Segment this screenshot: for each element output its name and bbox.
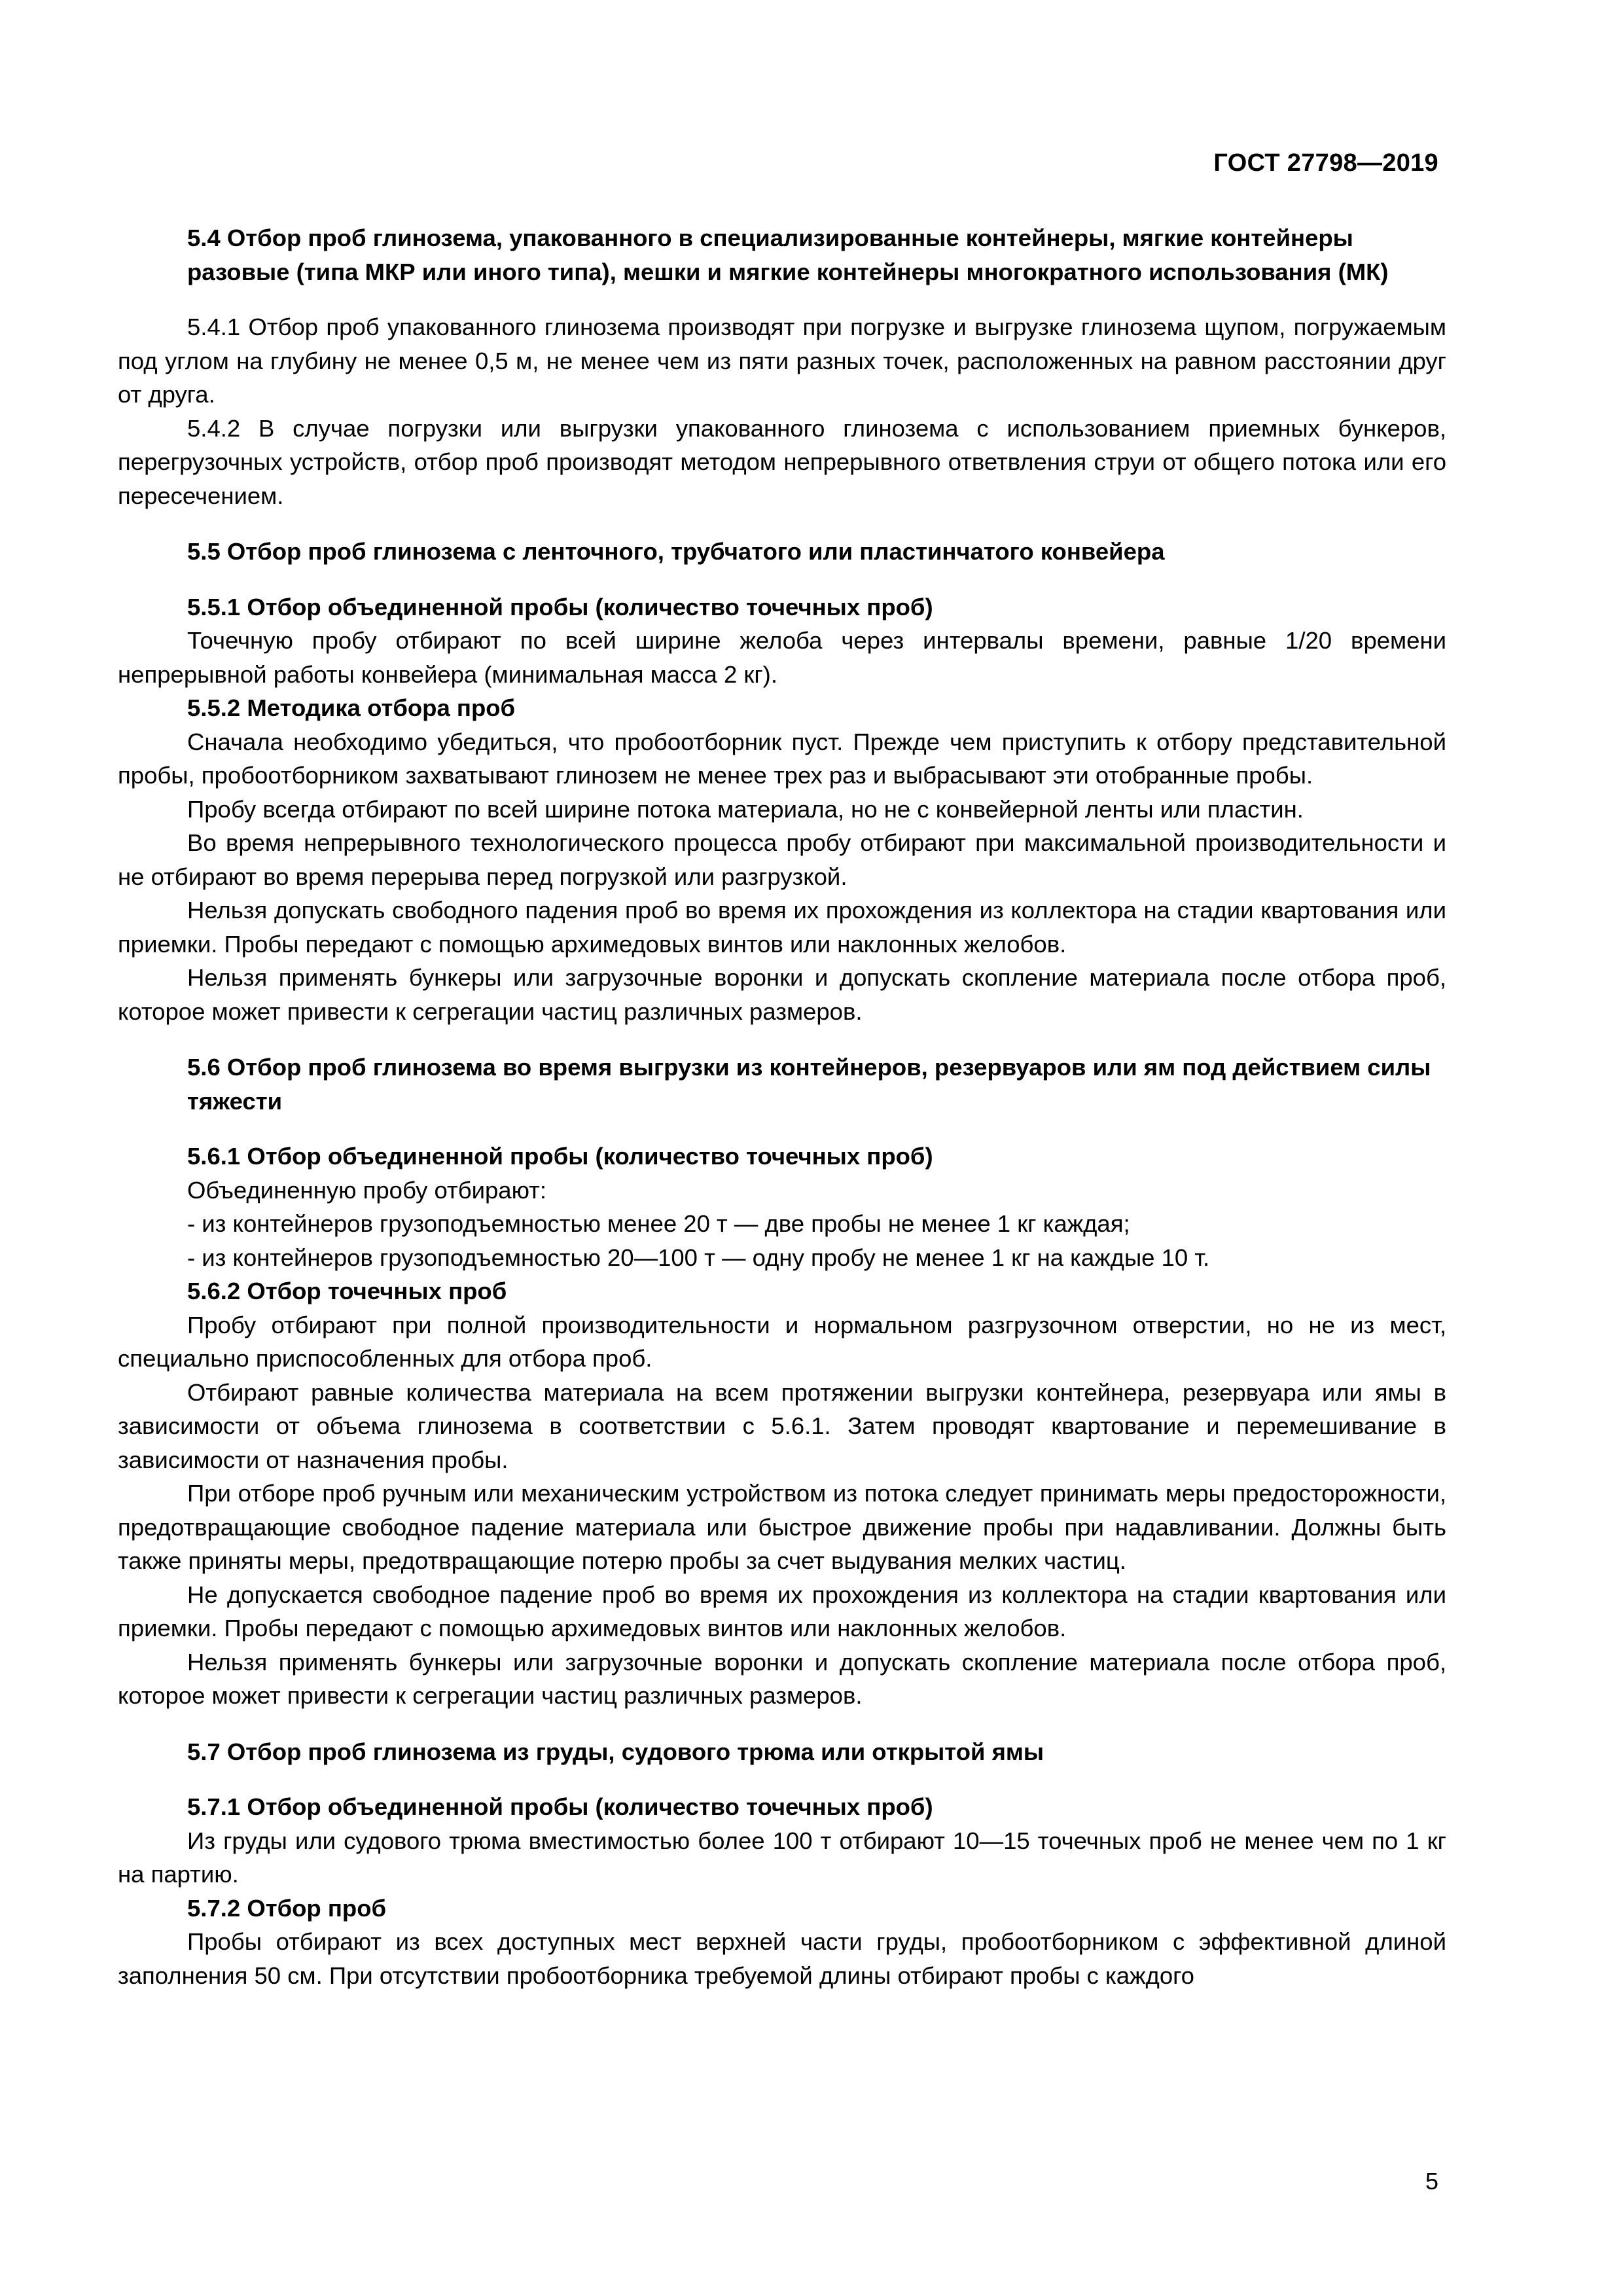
paragraph-5-5-2-c: Во время непрерывного технологического процесса пробу отбирают при максимальной производительности и не отбирают во время перерыва перед погрузкой или разгрузкой. xyxy=(118,829,1446,890)
paragraph-5-6-2-d: Не допускается свободное падение проб во время их прохождения из коллектора на стадии квартования или приемки. Пробы передают с помощью архимедовых винтов или наклонных желобов. xyxy=(118,1581,1446,1641)
section-5-4-title: 5.4 Отбор проб глинозема, упакованного в специализированные контейнеры, мягкие контейнеры разовые (типа МКР или иного типа), мешки и мягкие контейнеры многократного использования (МК) xyxy=(187,224,1389,285)
section-5-7-title: 5.7 Отбор проб глинозема из груды, судового трюма или открытой ямы xyxy=(187,1738,1044,1765)
paragraph-5-6-1: Объединенную пробу отбирают: xyxy=(187,1176,547,1204)
page-number: 5 xyxy=(1425,2168,1438,2195)
paragraph-5-6-2-c: При отборе проб ручным или механическим устройством из потока следует принимать меры предосторожности, предотвращающие свободное падение материала или быстрое движение пробы при надавливании. Должны быть также приняты меры, предотвращающие потерю пробы за счет выдувания мелких частиц. xyxy=(118,1480,1446,1574)
subsection-5-6-2-title: 5.6.2 Отбор точечных проб xyxy=(187,1278,507,1304)
subsection-5-6-1-title: 5.6.1 Отбор объединенной пробы (количество точечных проб) xyxy=(187,1143,933,1170)
paragraph-5-6-2-a: Пробу отбирают при полной производительности и нормальном разгрузочном отверстии, но не из мест, специально приспособленных для отбора проб. xyxy=(118,1311,1446,1372)
paragraph-5-6-2-b: Отбирают равные количества материала на всем протяжении выгрузки контейнера, резервуара или ямы в зависимости от объема глинозема в соответствии с 5.6.1. Затем проводят квартование и перемешивание в зависимости от назначения пробы. xyxy=(118,1378,1446,1473)
list-item: - из контейнеров грузоподъемностью 20—100 т — одну пробу не менее 1 кг на каждые 10 т. xyxy=(187,1244,1210,1271)
paragraph-5-5-2-e: Нельзя применять бункеры или загрузочные воронки и допускать скопление материала после отбора проб, которое может привести к сегрегации частиц различных размеров. xyxy=(118,964,1446,1025)
subsection-5-5-2-title: 5.5.2 Методика отбора проб xyxy=(187,694,516,721)
page-content xyxy=(118,221,1446,1992)
list-item: - из контейнеров грузоподъемностью менее 20 т — две пробы не менее 1 кг каждая; xyxy=(187,1210,1130,1237)
paragraph-5-5-2-a: Сначала необходимо убедиться, что пробоотборник пуст. Прежде чем приступить к отбору представительной пробы, пробоотборником захватывают глинозем не менее трех раз и выбрасывают эти отобранные пробы. xyxy=(118,728,1446,789)
paragraph-5-5-2-d: Нельзя допускать свободного падения проб во время их прохождения из коллектора на стадии квартования или приемки. Пробы передают с помощью архимедовых винтов или наклонных желобов. xyxy=(118,897,1446,958)
document-code: ГОСТ 27798—2019 xyxy=(1213,149,1438,177)
paragraph-5-7-1: Из груды или судового трюма вместимостью более 100 т отбирают 10—15 точечных проб не менее чем по 1 кг на партию. xyxy=(118,1827,1446,1888)
subsection-5-7-1-title: 5.7.1 Отбор объединенной пробы (количество точечных проб) xyxy=(187,1793,933,1820)
paragraph-5-5-1: Точечную пробу отбирают по всей ширине желоба через интервалы времени, равные 1/20 времени непрерывной работы конвейера (минимальная масса 2 кг). xyxy=(118,627,1446,688)
subsection-5-7-2-title: 5.7.2 Отбор проб xyxy=(187,1894,387,1922)
subsection-5-5-1-title: 5.5.1 Отбор объединенной пробы (количество точечных проб) xyxy=(187,593,933,620)
paragraph-5-5-2-b: Пробу всегда отбирают по всей ширине потока материала, но не с конвейерной ленты или пластин. xyxy=(187,795,1304,823)
paragraph-5-7-2: Пробы отбирают из всех доступных мест верхней части груды, пробоотборником с эффективной длиной заполнения 50 см. При отсутствии пробоотборника требуемой длины отбирают пробы с каждого xyxy=(118,1928,1446,1989)
section-5-5-title: 5.5 Отбор проб глинозема с ленточного, трубчатого или пластинчатого конвейера xyxy=(187,538,1165,565)
section-5-6-title: 5.6 Отбор проб глинозема во время выгрузки из контейнеров, резервуаров или ям под действием силы тяжести xyxy=(187,1054,1431,1115)
paragraph-5-4-1: 5.4.1 Отбор проб упакованного глинозема производят при погрузке и выгрузке глинозема щупом, погружаемым под углом на глубину не менее 0,5 м, не менее чем из пяти разных точек, расположенных на равном расстоянии друг от друга. xyxy=(118,314,1446,408)
paragraph-5-4-2: 5.4.2 В случае погрузки или выгрузки упакованного глинозема с использованием приемных бункеров, перегрузочных устройств, отбор проб производят методом непрерывного ответвления струи от общего потока или его пересечением. xyxy=(118,414,1446,509)
paragraph-5-6-2-e: Нельзя применять бункеры или загрузочные воронки и допускать скопление материала после отбора проб, которое может привести к сегрегации частиц различных размеров. xyxy=(118,1648,1446,1709)
